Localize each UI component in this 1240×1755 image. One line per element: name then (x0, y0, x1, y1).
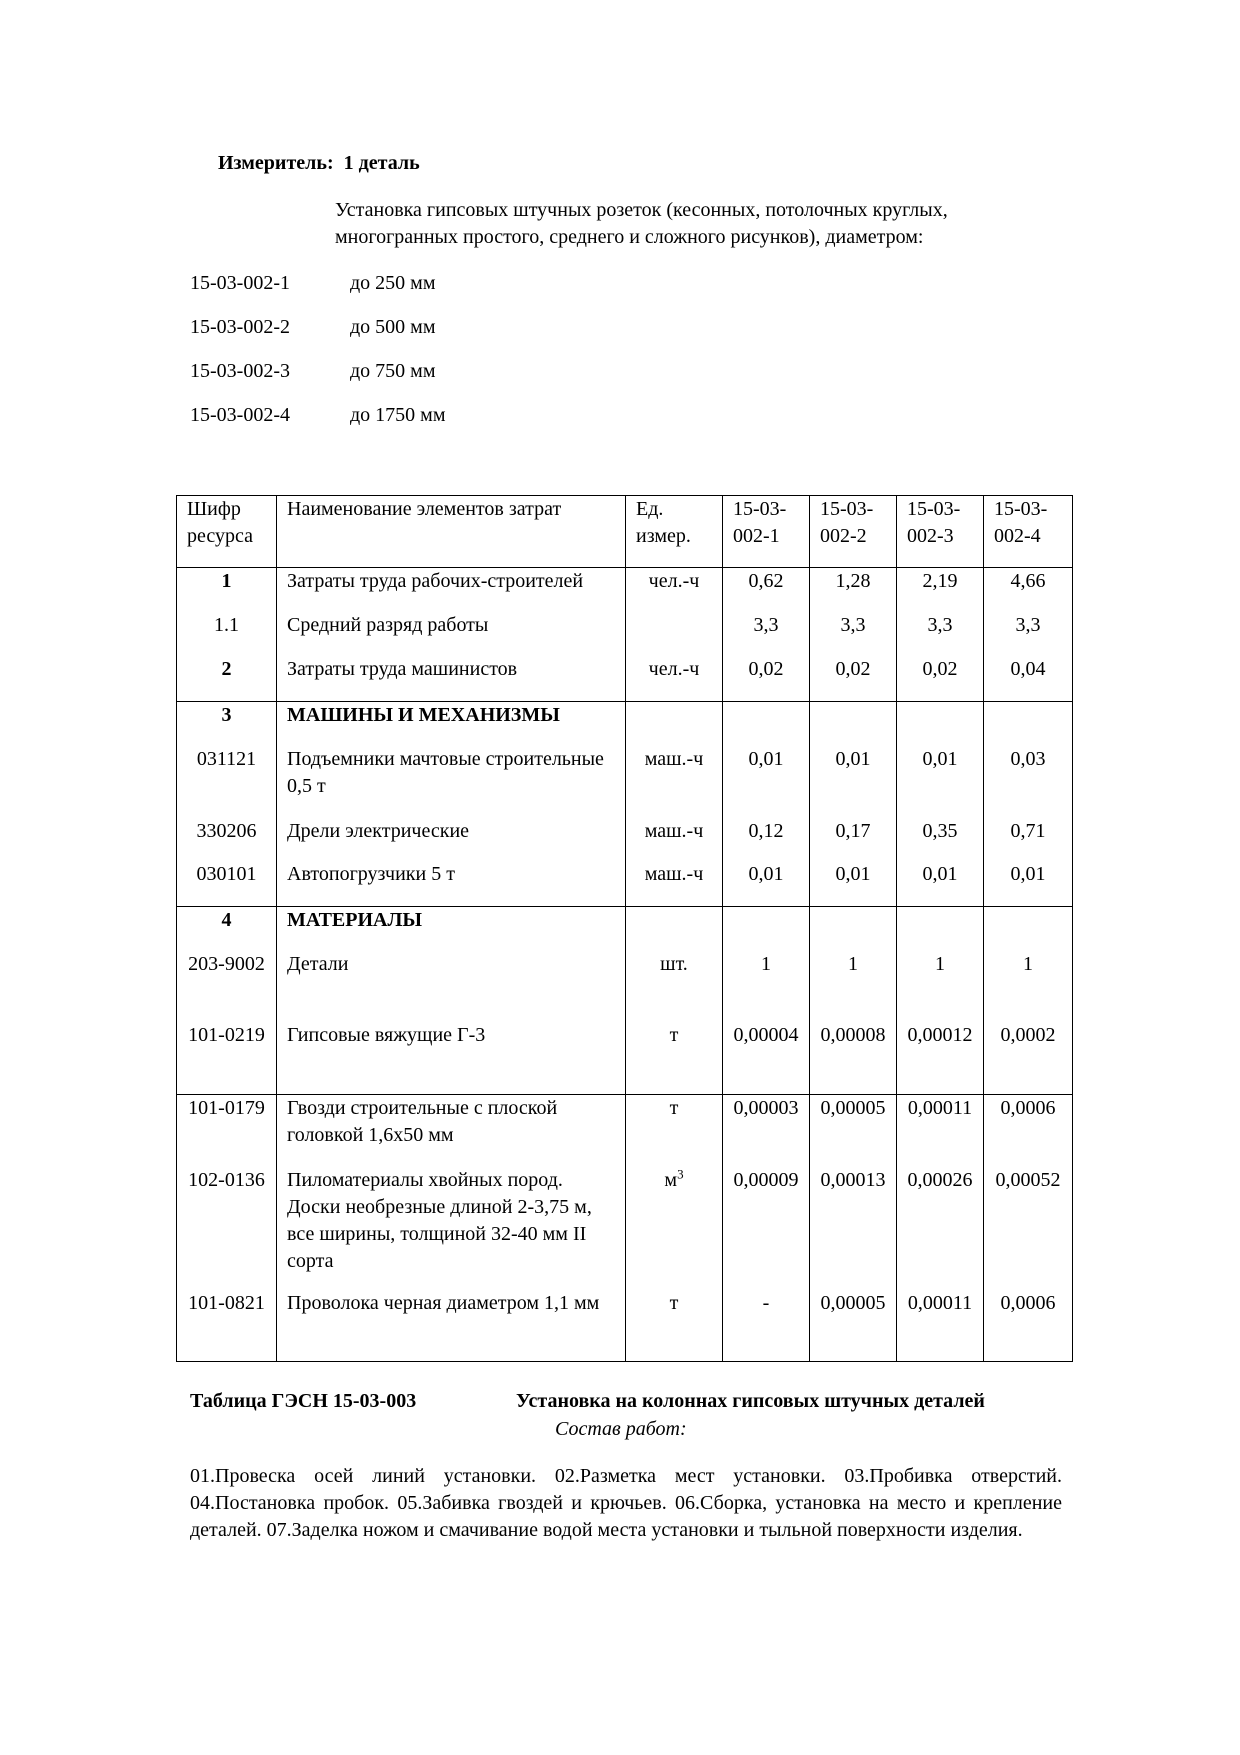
row-value-1: 1 (723, 951, 810, 1022)
row-value-1: 0,00003 (723, 1095, 810, 1167)
row-value-1: 0,62 (723, 568, 810, 612)
row-value-3 (897, 702, 984, 746)
row-code: 101-0219 (177, 1022, 277, 1095)
row-name: Затраты труда рабочих-строителей (277, 568, 626, 612)
row-unit: т (626, 1022, 723, 1095)
row-unit: чел.-ч (626, 656, 723, 702)
row-name: Подъемники мачтовые строительные 0,5 т (277, 746, 626, 818)
row-value-4: 0,04 (984, 656, 1073, 702)
work-composition-heading: Состав работ: (555, 1418, 687, 1440)
table-header-row (177, 496, 1073, 568)
works-paragraph: 01.Провеска осей линий установки. 02.Разметка мест установки. 03.Пробивка отверстий. 04.Постановка пробок. 05.Забивка гвоздей и крючьев. 06.Сборка, установка на место и крепление деталей. 07.Заделка ножом и смачивание водой места установки и тыльной поверхности изделия. (190, 1465, 1062, 1541)
row-value-3: 0,00011 (897, 1290, 984, 1362)
row-code: 1 (177, 568, 277, 612)
row-value-2: 0,01 (810, 746, 897, 818)
row-name: Автопогрузчики 5 т (277, 861, 626, 907)
row-value-2 (810, 907, 897, 951)
section-heading: МАТЕРИАЛЫ (277, 907, 626, 951)
table-row (177, 951, 1073, 1022)
code-item (190, 314, 436, 340)
row-value-2 (810, 702, 897, 746)
row-code: 4 (177, 907, 277, 951)
row-unit: чел.-ч (626, 568, 723, 612)
code-number: 15-03-002-1 (190, 272, 290, 294)
table-row (177, 818, 1073, 861)
row-value-3 (897, 907, 984, 951)
row-unit: т (626, 1290, 723, 1362)
row-value-3: 0,00011 (897, 1095, 984, 1167)
row-name: Гвозди строительные с плоской головкой 1,6х50 мм (277, 1095, 626, 1167)
row-value-1 (723, 702, 810, 746)
row-value-2: 0,00005 (810, 1290, 897, 1362)
row-value-3: 0,01 (897, 746, 984, 818)
row-code: 2 (177, 656, 277, 702)
row-name: Средний разряд работы (277, 612, 626, 656)
header-col-2: 15-03-002-2 (810, 496, 897, 568)
row-code: 3 (177, 702, 277, 746)
row-value-1: 0,12 (723, 818, 810, 861)
code-description: до 250 мм (350, 272, 436, 294)
row-code: 203-9002 (177, 951, 277, 1022)
row-code: 102-0136 (177, 1167, 277, 1290)
table-row (177, 1095, 1073, 1167)
row-unit (626, 702, 723, 746)
table-row (177, 702, 1073, 746)
row-name: Гипсовые вяжущие Г-3 (277, 1022, 626, 1095)
row-unit (626, 612, 723, 656)
row-value-3: 0,01 (897, 861, 984, 907)
row-value-2: 0,02 (810, 656, 897, 702)
row-unit: шт. (626, 951, 723, 1022)
meter-value: 1 деталь (343, 152, 420, 174)
row-value-3: 0,35 (897, 818, 984, 861)
row-value-1: - (723, 1290, 810, 1362)
header-col-3: 15-03-002-3 (897, 496, 984, 568)
row-value-4: 4,66 (984, 568, 1073, 612)
code-number: 15-03-002-3 (190, 360, 290, 382)
row-value-1: 0,01 (723, 861, 810, 907)
row-value-2: 1,28 (810, 568, 897, 612)
code-number: 15-03-002-2 (190, 316, 290, 338)
row-code: 101-0821 (177, 1290, 277, 1362)
row-value-2: 3,3 (810, 612, 897, 656)
header-col-4: 15-03-002-4 (984, 496, 1073, 568)
meter-label: Измеритель: (218, 152, 334, 174)
row-value-1: 3,3 (723, 612, 810, 656)
table-row (177, 907, 1073, 951)
row-name: Дрели электрические (277, 818, 626, 861)
row-unit (626, 1167, 723, 1290)
table-row (177, 568, 1073, 612)
next-table-title: Установка на колоннах гипсовых штучных деталей (516, 1390, 985, 1412)
row-unit: т (626, 1095, 723, 1167)
row-value-2: 0,17 (810, 818, 897, 861)
table-row (177, 746, 1073, 818)
row-code: 101-0179 (177, 1095, 277, 1167)
row-value-2: 0,01 (810, 861, 897, 907)
code-description: до 1750 мм (350, 404, 446, 426)
row-value-3: 2,19 (897, 568, 984, 612)
header-name: Наименование элементов затрат (277, 496, 626, 568)
row-unit: маш.-ч (626, 746, 723, 818)
row-value-4: 0,0006 (984, 1095, 1073, 1167)
row-value-2: 0,00013 (810, 1167, 897, 1290)
code-item (190, 358, 436, 384)
row-value-2: 0,00005 (810, 1095, 897, 1167)
row-unit: маш.-ч (626, 861, 723, 907)
row-code: 031121 (177, 746, 277, 818)
section-heading: МАШИНЫ И МЕХАНИЗМЫ (277, 702, 626, 746)
code-number: 15-03-002-4 (190, 404, 290, 426)
row-value-3: 1 (897, 951, 984, 1022)
table-row (177, 1022, 1073, 1095)
unit-text: м (664, 1168, 678, 1191)
row-unit: маш.-ч (626, 818, 723, 861)
row-name: Пиломатериалы хвойных пород. Доски необрезные длиной 2-3,75 м, все ширины, толщиной 32-40 мм II сорта (277, 1167, 626, 1290)
row-code: 330206 (177, 818, 277, 861)
code-item (190, 270, 436, 296)
code-item (190, 402, 446, 428)
table-row (177, 612, 1073, 656)
row-value-1 (723, 907, 810, 951)
row-value-1: 0,02 (723, 656, 810, 702)
header-unit: Ед. измер. (626, 496, 723, 568)
row-value-4: 0,0006 (984, 1290, 1073, 1362)
row-value-3: 0,02 (897, 656, 984, 702)
section-description: Установка гипсовых штучных розеток (кесонных, потолочных круглых, многогранных простого, среднего и сложного рисунков), диаметром: (335, 199, 948, 248)
row-value-2: 1 (810, 951, 897, 1022)
row-value-3: 3,3 (897, 612, 984, 656)
unit-superscript: 3 (677, 1165, 684, 1181)
header-col-1: 15-03-002-1 (723, 496, 810, 568)
row-value-1: 0,00009 (723, 1167, 810, 1290)
resource-table (176, 495, 1073, 1362)
row-name: Затраты труда машинистов (277, 656, 626, 702)
row-name: Детали (277, 951, 626, 1022)
code-description: до 750 мм (350, 360, 436, 382)
row-value-3: 0,00012 (897, 1022, 984, 1095)
row-value-4: 0,71 (984, 818, 1073, 861)
header-cipher: Шифр ресурса (177, 496, 277, 568)
row-value-4: 0,01 (984, 861, 1073, 907)
row-value-4: 0,0002 (984, 1022, 1073, 1095)
row-value-3: 0,00026 (897, 1167, 984, 1290)
row-value-4 (984, 702, 1073, 746)
row-value-4: 1 (984, 951, 1073, 1022)
table-row (177, 1167, 1073, 1290)
row-name: Проволока черная диаметром 1,1 мм (277, 1290, 626, 1362)
row-unit (626, 907, 723, 951)
code-description: до 500 мм (350, 316, 436, 338)
row-value-4: 0,03 (984, 746, 1073, 818)
table-row (177, 861, 1073, 907)
row-value-1: 0,00004 (723, 1022, 810, 1095)
row-value-4 (984, 907, 1073, 951)
table-row (177, 1290, 1073, 1362)
row-value-2: 0,00008 (810, 1022, 897, 1095)
row-value-4: 0,00052 (984, 1167, 1073, 1290)
row-code: 1.1 (177, 612, 277, 656)
table-row (177, 656, 1073, 702)
row-value-4: 3,3 (984, 612, 1073, 656)
next-table-label: Таблица ГЭСН 15-03-003 (190, 1390, 417, 1412)
meter-line (218, 150, 420, 176)
row-code: 030101 (177, 861, 277, 907)
row-value-1: 0,01 (723, 746, 810, 818)
